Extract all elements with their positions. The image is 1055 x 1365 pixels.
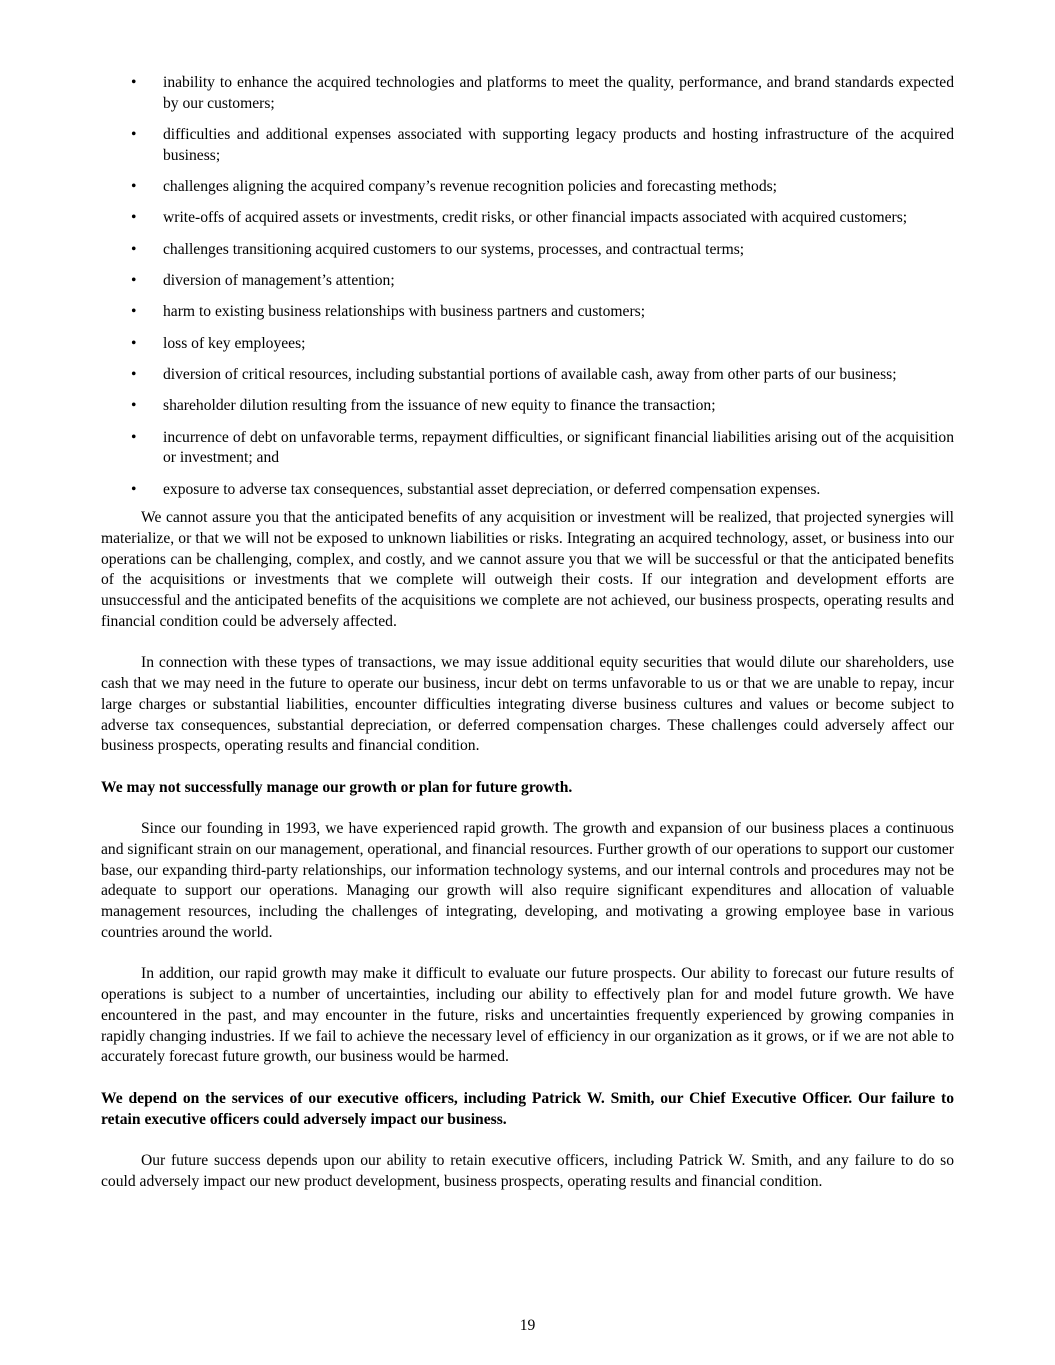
- bullet-icon: •: [131, 240, 137, 258]
- list-item-text: inability to enhance the acquired technologies and platforms to meet the quality, performance, and brand standards expected by our customers;: [163, 74, 954, 112]
- paragraph-future-prospects: In addition, our rapid growth may make it difficult to evaluate our future prospects. Our ability to forecast our future results of operations is subject to a number of uncertainties, including our ability to effectively plan for and model future growth. We have encountered in the past, and may encounter in the future, risks and uncertainties frequently experienced by growing companies in rapidly changing industries. If we fail to achieve the necessary level of efficiency in our organization as it grows, or if we are not able to accurately forecast future growth, our business would be harmed.: [101, 965, 954, 1066]
- list-item-text: diversion of critical resources, including substantial portions of available cash, away from other parts of our business;: [163, 365, 897, 383]
- bullet-icon: •: [131, 178, 137, 196]
- list-item-text: diversion of management’s attention;: [163, 272, 395, 290]
- paragraph-acquisition-benefits: We cannot assure you that the anticipated benefits of any acquisition or investment will be realized, that projected synergies will materialize, or that we will not be exposed to unknown liabilities or risks. Integrating an acquired technology, asset, or business into our operations can be challenging, complex, and costly, and we cannot assure you that we will be successful or that the anticipated benefits of the acquisitions or investments that we complete will outweigh their costs. If our integration and development efforts are unsuccessful and the anticipated benefits of the acquisitions we complete are not achieved, our business prospects, operating results and financial condition could be adversely affected.: [101, 508, 954, 630]
- list-item: [101, 125, 954, 167]
- list-item-text: challenges aligning the acquired company’s revenue recognition policies and forecasting methods;: [163, 178, 778, 196]
- list-item: [101, 365, 954, 386]
- list-item: [101, 480, 954, 501]
- list-item: [101, 428, 954, 470]
- list-item: [101, 334, 954, 355]
- list-item: [101, 177, 954, 198]
- list-item: [101, 302, 954, 323]
- list-item-text: exposure to adverse tax consequences, substantial asset depreciation, or deferred compensation expenses.: [163, 480, 821, 498]
- list-item-text: difficulties and additional expenses associated with supporting legacy products and hosting infrastructure of the acquired business;: [163, 126, 954, 164]
- page-number: 19: [519, 1317, 536, 1334]
- bullet-icon: •: [131, 334, 137, 352]
- bullet-icon: •: [131, 365, 137, 383]
- list-item-text: incurrence of debt on unfavorable terms, repayment difficulties, or significant financial liabilities arising out of the acquisition or investment; and: [163, 428, 954, 467]
- bullet-icon: •: [131, 397, 137, 415]
- list-item: [101, 240, 954, 261]
- section-heading-growth: We may not successfully manage our growth or plan for future growth.: [101, 778, 573, 796]
- list-item: [101, 73, 954, 115]
- document-page: [101, 73, 954, 1192]
- risk-bullet-list: [101, 73, 954, 500]
- list-item-text: harm to existing business relationships with business partners and customers;: [163, 303, 646, 321]
- section-heading-executive-officers: We depend on the services of our executive officers, including Patrick W. Smith, our Chief Executive Officer. Our failure to retain executive officers could adversely impact our business.: [101, 1089, 954, 1128]
- list-item-text: loss of key employees;: [163, 334, 306, 352]
- paragraph-retain-executives: Our future success depends upon our ability to retain executive officers, including Patrick W. Smith, and any failure to do so could adversely impact our new product development, business prospects, operating results and financial condition.: [101, 1151, 954, 1190]
- bullet-icon: •: [131, 272, 137, 290]
- bullet-icon: •: [131, 209, 137, 227]
- list-item-text: challenges transitioning acquired customers to our systems, processes, and contractual terms;: [163, 240, 745, 258]
- bullet-icon: •: [131, 303, 137, 321]
- bullet-icon: •: [131, 428, 137, 446]
- bullet-icon: •: [131, 480, 137, 498]
- list-item: [101, 208, 954, 229]
- paragraph-rapid-growth: Since our founding in 1993, we have experienced rapid growth. The growth and expansion of our business places a continuous and significant strain on our management, operational, and financial resources. Further growth of our operations to support our customer base, our expanding third-party relationships, our information technology systems, and our internal controls and procedures may not be adequate to support our operations. Managing our growth will also require significant expenditures and allocation of valuable management resources, including the challenges of integrating, developing, and motivating a growing employee base in various countries around the world.: [101, 820, 954, 941]
- list-item-text: write-offs of acquired assets or investments, credit risks, or other financial impacts associated with acquired customers;: [163, 209, 908, 227]
- list-item-text: shareholder dilution resulting from the issuance of new equity to finance the transaction;: [163, 397, 716, 415]
- bullet-icon: •: [131, 126, 137, 144]
- bullet-icon: •: [131, 74, 137, 91]
- list-item: [101, 396, 954, 417]
- list-item: [101, 271, 954, 292]
- paragraph-transaction-effects: In connection with these types of transactions, we may issue additional equity securities that would dilute our shareholders, use cash that we may need in the future to operate our business, incur debt on terms unfavorable to us or that we are unable to repay, incur large charges or substantial liabilities, encounter difficulties integrating diverse business cultures and values or become subject to adverse tax consequences, substantial depreciation, or deferred compensation charges. These challenges could adversely affect our business prospects, operating results and financial condition.: [101, 654, 954, 755]
